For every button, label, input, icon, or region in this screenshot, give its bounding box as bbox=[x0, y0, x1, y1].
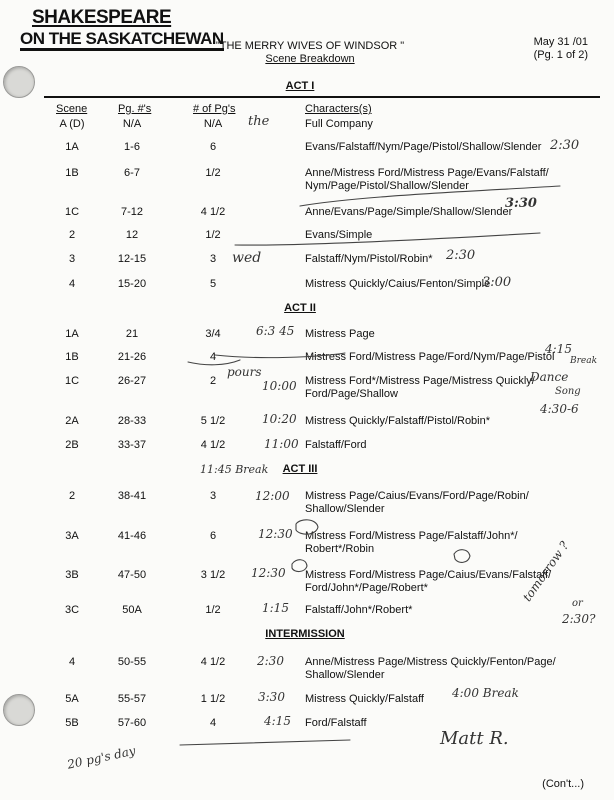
num-pages-cell: 1/2 bbox=[205, 604, 221, 616]
handwritten-time: 10:00 bbox=[262, 379, 297, 393]
handwritten-note: 20 pg's day bbox=[66, 743, 137, 772]
num-pages-cell: 3 bbox=[209, 490, 217, 502]
pages-cell: 21-26 bbox=[117, 351, 147, 363]
handwritten-note: tomorrow ? bbox=[520, 538, 572, 605]
handwritten-time: 2:30? bbox=[562, 612, 596, 626]
handwritten-time: 11:00 bbox=[264, 437, 299, 451]
num-pages-cell: 4 bbox=[209, 717, 217, 729]
document-subtitle: Scene Breakdown bbox=[265, 53, 355, 65]
logo-line-1: SHAKESPEARE bbox=[32, 7, 172, 28]
characters-cell: Full Company bbox=[305, 118, 373, 130]
act-3-heading: ACT III bbox=[282, 463, 318, 475]
pages-cell: 26-27 bbox=[117, 375, 147, 387]
num-pages-cell: 5 1/2 bbox=[200, 415, 226, 427]
intermission-heading: INTERMISSION bbox=[265, 628, 345, 640]
characters-cell: Evans/Simple bbox=[305, 229, 373, 241]
handwritten-time: 3:30 bbox=[505, 196, 537, 211]
characters-cell: Ford/Falstaff bbox=[305, 717, 367, 729]
handwritten-note: wed bbox=[232, 250, 262, 266]
characters-cell: Falstaff/Nym/Pistol/Robin* bbox=[305, 253, 433, 265]
characters-cell: Mistress Page bbox=[305, 328, 375, 340]
scene-cell: 3 bbox=[68, 253, 76, 265]
handwritten-time: 2:30 bbox=[257, 654, 284, 668]
scene-cell: 4 bbox=[68, 656, 76, 668]
handwritten-time: 12:30 bbox=[251, 566, 286, 580]
handwritten-time: 1:15 bbox=[262, 601, 289, 615]
handwritten-time: 3:30 bbox=[258, 690, 285, 704]
scene-cell: 3A bbox=[65, 530, 79, 542]
characters-cell: Mistress Quickly/Caius/Fenton/Simple bbox=[305, 278, 491, 290]
pages-cell: 55-57 bbox=[117, 693, 147, 705]
num-pages-cell: 5 bbox=[209, 278, 217, 290]
characters-cell: Falstaff/John*/Robert* bbox=[305, 604, 413, 616]
scene-cell: 1C bbox=[64, 375, 80, 387]
scene-cell: 5B bbox=[65, 717, 79, 729]
characters-cell: Mistress Ford/Mistress Page/Falstaff/John*/ Robert*/Robin bbox=[305, 530, 518, 555]
pages-cell: 7-12 bbox=[120, 206, 144, 218]
handwritten-note: 11:45 Break bbox=[200, 463, 269, 476]
handwritten-note: or bbox=[572, 598, 583, 609]
characters-cell: Mistress Quickly/Falstaff bbox=[305, 693, 424, 705]
pages-cell: 33-37 bbox=[117, 439, 147, 451]
characters-cell: Anne/Evans/Page/Simple/Shallow/Slender bbox=[305, 206, 513, 218]
scene-cell: 2 bbox=[68, 229, 76, 241]
pages-cell: 15-20 bbox=[117, 278, 147, 290]
scene-cell: 2A bbox=[65, 415, 79, 427]
characters-cell: Anne/Mistress Ford/Mistress Page/Evans/Falstaff/ Nym/Page/Pistol/Shallow/Slender bbox=[305, 167, 549, 192]
num-pages-cell: 4 bbox=[209, 351, 217, 363]
handwritten-note: Dance bbox=[530, 370, 569, 384]
num-pages-cell: 6 bbox=[209, 141, 217, 153]
scene-cell: 1C bbox=[64, 206, 80, 218]
handwritten-time: 4:15 bbox=[264, 714, 291, 728]
characters-cell: Anne/Mistress Page/Mistress Quickly/Fenton/Page/ Shallow/Slender bbox=[305, 656, 556, 681]
num-pages-cell: 1/2 bbox=[205, 167, 221, 179]
characters-cell: Falstaff/Ford bbox=[305, 439, 367, 451]
handwritten-note: Song bbox=[555, 386, 581, 397]
num-pages-cell: 4 1/2 bbox=[200, 206, 226, 218]
num-pages-cell: 3 1/2 bbox=[200, 569, 226, 581]
handwritten-signature: Matt R. bbox=[440, 728, 509, 749]
pages-cell: 50A bbox=[122, 604, 142, 616]
handwritten-note: Break bbox=[570, 356, 598, 366]
characters-cell: Mistress Quickly/Falstaff/Pistol/Robin* bbox=[305, 415, 491, 427]
handwritten-note: pours bbox=[227, 365, 262, 379]
pages-cell: 1-6 bbox=[124, 141, 140, 153]
num-pages-cell: 4 1/2 bbox=[200, 439, 226, 451]
pages-cell: 57-60 bbox=[117, 717, 147, 729]
pages-cell: 6-7 bbox=[124, 167, 140, 179]
scene-cell: 2B bbox=[65, 439, 79, 451]
play-title: "THE MERRY WIVES OF WINDSOR " bbox=[215, 40, 405, 52]
scene-cell: 1A bbox=[65, 141, 79, 153]
handwritten-note: 4:00 Break bbox=[452, 686, 519, 700]
col-header-characters: Characters(s) bbox=[305, 103, 372, 115]
num-pages-cell: N/A bbox=[203, 118, 223, 130]
num-pages-cell: 3 bbox=[209, 253, 217, 265]
handwritten-time: 6:3 45 bbox=[256, 324, 295, 338]
pages-cell: 12-15 bbox=[117, 253, 147, 265]
col-header-scene: Scene bbox=[56, 103, 88, 115]
handwritten-time: 4:30-6 bbox=[540, 402, 579, 416]
characters-cell: Mistress Ford*/Mistress Page/Mistress Quickly/ Ford/Page/Shallow bbox=[305, 375, 535, 400]
col-header-num-pages: # of Pg's bbox=[193, 103, 236, 115]
characters-cell: Mistress Ford/Mistress Page/Caius/Evans/Falstaff/ Ford/John*/Page/Robert* bbox=[305, 569, 552, 594]
pages-cell: 47-50 bbox=[117, 569, 147, 581]
num-pages-cell: 1/2 bbox=[205, 229, 221, 241]
num-pages-cell: 4 1/2 bbox=[200, 656, 226, 668]
handwritten-time: 2:30 bbox=[550, 138, 580, 153]
handwritten-note: the bbox=[248, 114, 270, 129]
scene-cell: 3C bbox=[64, 604, 80, 616]
col-header-pages: Pg. #'s bbox=[118, 103, 152, 115]
pages-cell: N/A bbox=[122, 118, 142, 130]
scene-cell: 1B bbox=[65, 167, 79, 179]
characters-cell: Mistress Ford/Mistress Page/Ford/Nym/Page/Pistol bbox=[305, 351, 555, 363]
scene-cell: 1B bbox=[65, 351, 79, 363]
num-pages-cell: 3/4 bbox=[205, 328, 221, 340]
pages-cell: 50-55 bbox=[117, 656, 147, 668]
pages-cell: 12 bbox=[125, 229, 139, 241]
handwritten-time: 3:00 bbox=[482, 275, 512, 290]
scene-cell: 2 bbox=[68, 490, 76, 502]
pages-cell: 21 bbox=[125, 328, 139, 340]
characters-cell: Evans/Falstaff/Nym/Page/Pistol/Shallow/Slender bbox=[305, 141, 542, 153]
pages-cell: 41-46 bbox=[117, 530, 147, 542]
handwritten-time: 10:20 bbox=[262, 412, 297, 426]
num-pages-cell: 6 bbox=[209, 530, 217, 542]
num-pages-cell: 1 1/2 bbox=[200, 693, 226, 705]
handwritten-time: 2:30 bbox=[446, 248, 476, 263]
handwritten-time: 12:30 bbox=[258, 527, 293, 541]
act-2-heading: ACT II bbox=[284, 302, 316, 314]
scene-cell: A (D) bbox=[59, 118, 85, 130]
pages-cell: 28-33 bbox=[117, 415, 147, 427]
num-pages-cell: 2 bbox=[209, 375, 217, 387]
handwritten-time: 4:15 bbox=[545, 342, 572, 356]
handwritten-time: 12:00 bbox=[255, 489, 290, 503]
continued-label: (Con't...) bbox=[542, 778, 584, 790]
date-text: May 31 /01 bbox=[533, 36, 588, 48]
characters-cell: Mistress Page/Caius/Evans/Ford/Page/Robin/ Shallow/Slender bbox=[305, 490, 529, 515]
pages-cell: 38-41 bbox=[117, 490, 147, 502]
act-1-heading: ACT I bbox=[285, 80, 315, 92]
scene-cell: 1A bbox=[65, 328, 79, 340]
scene-cell: 3B bbox=[65, 569, 79, 581]
page-count: (Pg. 1 of 2) bbox=[533, 49, 588, 61]
scene-cell: 4 bbox=[68, 278, 76, 290]
logo-line-2: ON THE SASKATCHEWAN bbox=[20, 30, 224, 47]
scene-cell: 5A bbox=[65, 693, 79, 705]
